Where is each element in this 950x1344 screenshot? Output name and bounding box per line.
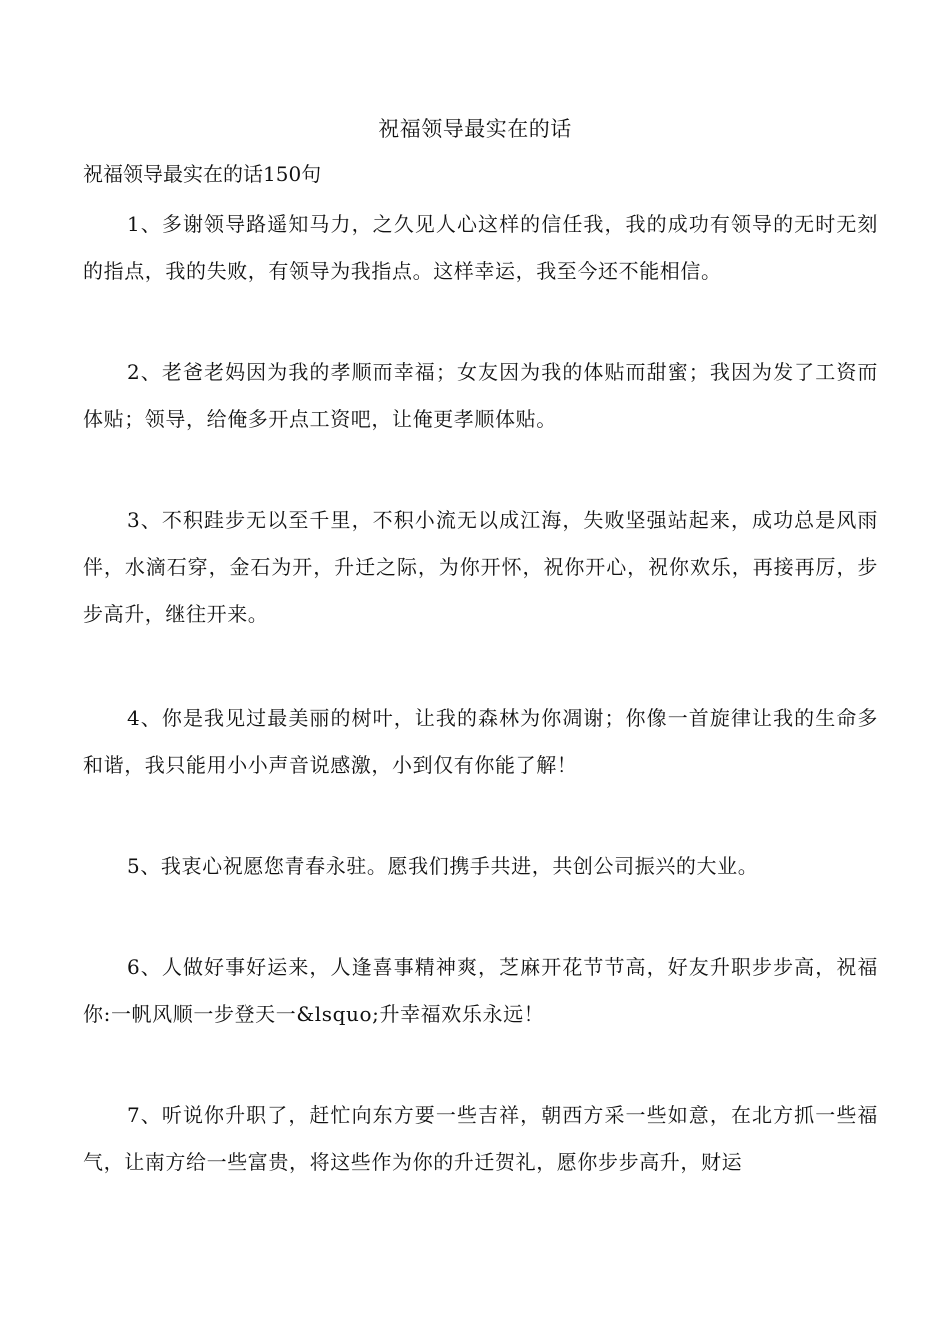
paragraph-7: 7、听说你升职了，赶忙向东方要一些吉祥，朝西方采一些如意，在北方抓一些福气，让南方给一些富贵，将这些作为你的升迁贺礼，愿你步步高升，财运 bbox=[83, 1103, 878, 1174]
paragraph-4: 4、你是我见过最美丽的树叶，让我的森林为你凋谢；你像一首旋律让我的生命多和谐，我只能用小小声音说感激，小到仅有你能了解！ bbox=[83, 706, 878, 777]
paragraph-6: 6、人做好事好运来，人逢喜事精神爽，芝麻开花节节高，好友升职步步高，祝福你:一帆风顺一步登天一&lsquo;升幸福欢乐永远！ bbox=[83, 955, 878, 1026]
paragraph-5: 5、我衷心祝愿您青春永驻。愿我们携手共进，共创公司振兴的大业。 bbox=[127, 854, 759, 878]
paragraph-1: 1、多谢领导路遥知马力，之久见人心这样的信任我，我的成功有领导的无时无刻的指点，我的失败，有领导为我指点。这样幸运，我至今还不能相信。 bbox=[83, 212, 878, 283]
paragraph-3: 3、不积跬步无以至千里，不积小流无以成江海，失败坚强站起来，成功总是风雨伴，水滴石穿，金石为开，升迁之际，为你开怀，祝你开心，祝你欢乐，再接再厉，步步高升，继往开来。 bbox=[83, 508, 878, 626]
document-title: 祝福领导最实在的话 bbox=[378, 117, 572, 141]
document-subtitle: 祝福领导最实在的话150句 bbox=[83, 162, 322, 186]
paragraph-2: 2、老爸老妈因为我的孝顺而幸福；女友因为我的体贴而甜蜜；我因为发了工资而体贴；领导，给俺多开点工资吧，让俺更孝顺体贴。 bbox=[83, 360, 878, 431]
